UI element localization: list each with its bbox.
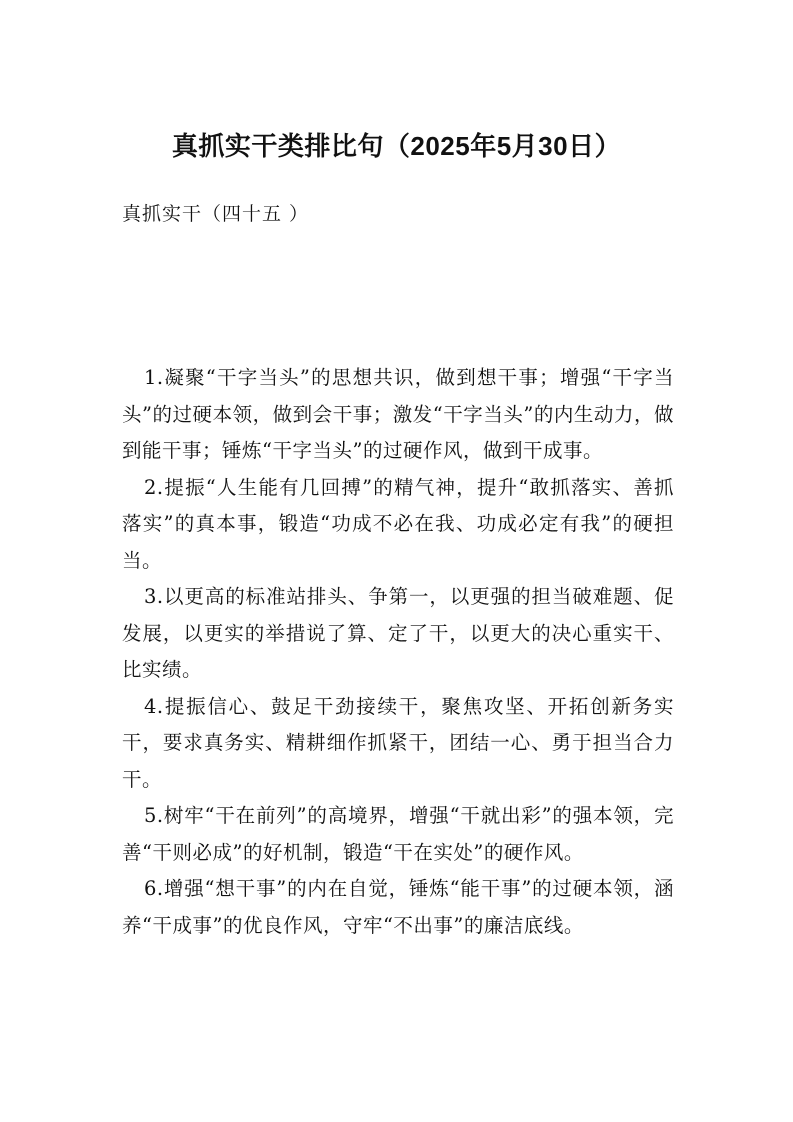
paragraph-4: 4.提振信心、鼓足干劲接续干，聚焦攻坚、开拓创新务实干，要求真务实、精耕细作抓紧干，团结一心、勇于担当合力干。 (122, 694, 674, 791)
document-title: 真抓实干类排比句（2025年5月30日） (171, 131, 622, 161)
paragraph-2: 2.提振“人生能有几回搏”的精气神，提升“敢抓落实、善抓落实”的真本事，锻造“功成不必在我、功成必定有我”的硬担当。 (122, 475, 674, 572)
paragraph-6: 6.增强“想干事”的内在自觉，锤炼“能干事”的过硬本领，涵养“干成事”的优良作风，守牢“不出事”的廉洁底线。 (122, 877, 674, 937)
paragraph-1: 1.凝聚“干字当头”的思想共识，做到想干事；增强“干字当头”的过硬本领，做到会干事；激发“干字当头”的内生动力，做到能干事；锤炼“干字当头”的过硬作风，做到干成事。 (122, 366, 674, 462)
document-body (122, 360, 674, 944)
paragraph-3: 3.以更高的标准站排头、争第一，以更强的担当破难题、促发展，以更实的举措说了算、定了干，以更大的决心重实干、比实绩。 (122, 585, 674, 681)
paragraph-5: 5.树牢“干在前列”的高境界，增强“干就出彩”的强本领，完善“干则必成”的好机制，锻造“干在实处”的硬作风。 (122, 804, 674, 864)
document-subtitle: 真抓实干（四十五 ） (122, 203, 310, 225)
